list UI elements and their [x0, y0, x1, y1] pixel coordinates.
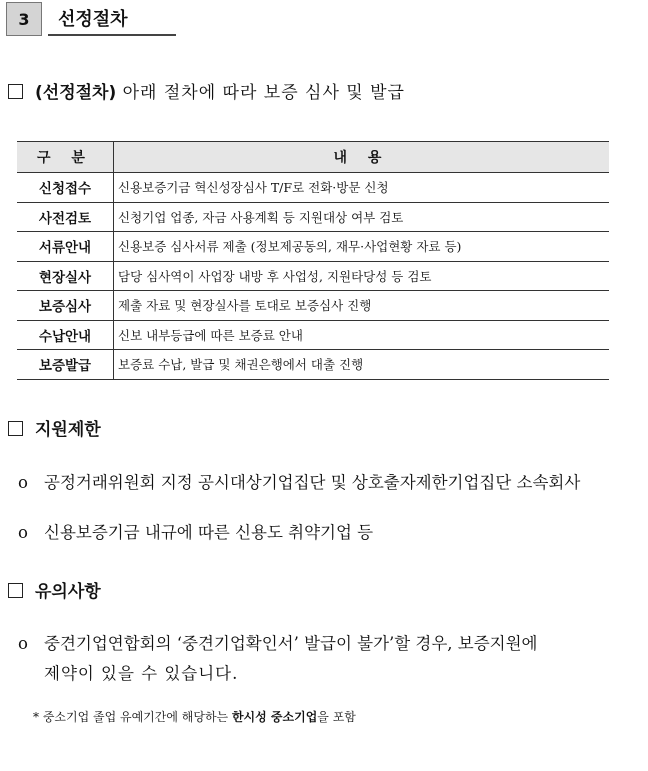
procedure-heading-text: 아래 절차에 따라 보증 심사 및 발급 — [116, 83, 405, 103]
section-number: 3 — [6, 2, 42, 36]
table-step: 신청접수 — [17, 173, 114, 203]
section-title: 선정절차 — [48, 2, 176, 36]
table-header-category: 구 분 — [17, 142, 114, 173]
table-header-content: 내 용 — [114, 142, 610, 173]
table-row — [17, 320, 609, 350]
restrictions-heading-text: 지원제한 — [35, 420, 101, 440]
table-step: 현장실사 — [17, 261, 114, 291]
notes-heading — [8, 577, 101, 602]
table-row — [17, 173, 609, 203]
checkbox-square-icon — [8, 84, 23, 99]
table-header-row — [17, 142, 609, 173]
footnote-suffix: 을 포함 — [317, 710, 356, 724]
restriction-item-text: 공정거래위원회 지정 공시대상기업집단 및 상호출자제한기업집단 소속회사 — [44, 473, 581, 492]
procedure-heading-bold: (선정절차) — [35, 83, 117, 103]
table-desc: 담당 심사역이 사업장 내방 후 사업성, 지원타당성 등 검토 — [114, 261, 610, 291]
table-desc: 제출 자료 및 현장실사를 토대로 보증심사 진행 — [114, 291, 610, 321]
table-row — [17, 202, 609, 232]
footnote-bold: 한시성 중소기업 — [231, 710, 318, 724]
notes-item — [18, 630, 538, 654]
procedure-heading — [8, 78, 405, 103]
table-row — [17, 291, 609, 321]
table-desc: 신청기업 업종, 자금 사용계획 등 지원대상 여부 검토 — [114, 202, 610, 232]
table-desc: 보증료 수납, 발급 및 채권은행에서 대출 진행 — [114, 350, 610, 380]
bullet-circle-icon: o — [18, 473, 28, 492]
notes-heading-text: 유의사항 — [35, 582, 101, 602]
table-row — [17, 232, 609, 262]
table-step: 수납안내 — [17, 320, 114, 350]
bullet-circle-icon: o — [18, 634, 28, 653]
table-step: 보증심사 — [17, 291, 114, 321]
table-row — [17, 261, 609, 291]
restrictions-heading — [8, 415, 101, 440]
footnote-prefix: * 중소기업 졸업 유예기간에 해당하는 — [33, 710, 232, 724]
section-header — [6, 2, 176, 36]
table-row — [17, 350, 609, 380]
notes-item-line1: 중견기업연합회의 ‘중견기업확인서’ 발급이 불가’할 경우, 보증지원에 — [44, 634, 538, 653]
notes-item-line2: 제약이 있을 수 있습니다. — [44, 664, 239, 683]
checkbox-square-icon — [8, 421, 23, 436]
table-step: 사전검토 — [17, 202, 114, 232]
table-step: 서류안내 — [17, 232, 114, 262]
table-step: 보증발급 — [17, 350, 114, 380]
procedure-table — [17, 141, 609, 380]
restriction-item-text: 신용보증기금 내규에 따른 신용도 취약기업 등 — [44, 523, 374, 542]
restriction-item — [18, 469, 580, 493]
table-desc: 신용보증기금 혁신성장심사 T/F로 전화·방문 신청 — [114, 173, 610, 203]
table-desc: 신보 내부등급에 따른 보증료 안내 — [114, 320, 610, 350]
bullet-circle-icon: o — [18, 523, 28, 542]
restriction-item — [18, 519, 373, 543]
table-desc: 신용보증 심사서류 제출 (정보제공동의, 재무·사업현황 자료 등) — [114, 232, 610, 262]
checkbox-square-icon — [8, 583, 23, 598]
footnote — [33, 708, 356, 725]
